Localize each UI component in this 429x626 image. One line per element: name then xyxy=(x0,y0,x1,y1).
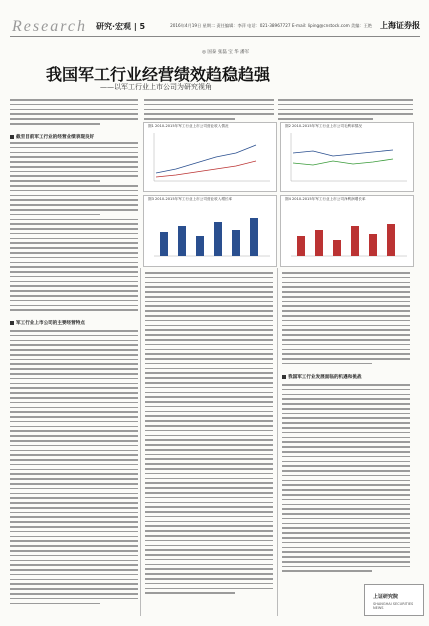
lead-summary-right xyxy=(278,99,413,123)
left-column-body-2 xyxy=(10,330,138,615)
chart-3-graphic xyxy=(144,196,276,266)
masthead-info: 2016年4月19日 星期二 责任编辑：李萍 电话：021-38967727 E-mail: liping@cnstock.com 美编：王艳 xyxy=(170,23,372,28)
left-column-intro xyxy=(10,99,138,127)
research-institute-logo: 上证研究院 SHANGHAI SECURITIES NEWS xyxy=(364,584,424,616)
heading-marker-icon xyxy=(282,375,286,379)
chart-4: 图4 2010-2015年军工行业上市公司净利润增长率 xyxy=(280,195,414,267)
right-column-body-2 xyxy=(282,384,410,580)
byline: ◎ 国泰 张磊 宝 华 潘军 xyxy=(202,50,250,55)
chart-4-graphic xyxy=(281,196,413,266)
masthead xyxy=(10,18,420,37)
chart-1-graphic xyxy=(144,123,276,191)
heading-marker-icon xyxy=(10,135,14,139)
lead-summary xyxy=(144,99,274,123)
headline: 我国军工行业经营绩效趋稳趋强 xyxy=(46,65,271,84)
section-heading-1: 截至目前军工行业的经营业绩表现良好 xyxy=(10,134,94,140)
masthead-paper-name: 上海证券报 xyxy=(380,20,420,30)
chart-1: 图1 2010-2015年军工行业上市公司营业收入情况 xyxy=(143,122,277,192)
subheadline: ——以军工行业上市公司为研究视角 xyxy=(100,83,212,91)
heading-marker-icon xyxy=(10,321,14,325)
section-heading-2: 军工行业上市公司的主要经营特点 xyxy=(10,320,85,326)
right-column-body-1 xyxy=(282,272,410,370)
left-column-body-1 xyxy=(10,142,138,312)
chart-2: 图2 2010-2015年军工行业上市公司毛利率情况 xyxy=(280,122,414,192)
masthead-section: 研究·宏观 | 5 xyxy=(96,22,146,31)
column-divider xyxy=(140,268,141,616)
chart-3: 图3 2010-2015年军工行业上市公司营业收入增长率 xyxy=(143,195,277,267)
column-divider xyxy=(277,268,278,616)
middle-column-body xyxy=(145,272,273,615)
section-heading-3: 我国军工行业发展面临的机遇和挑战 xyxy=(282,374,362,380)
chart-2-graphic xyxy=(281,123,413,191)
masthead-brand: Research xyxy=(12,18,87,35)
